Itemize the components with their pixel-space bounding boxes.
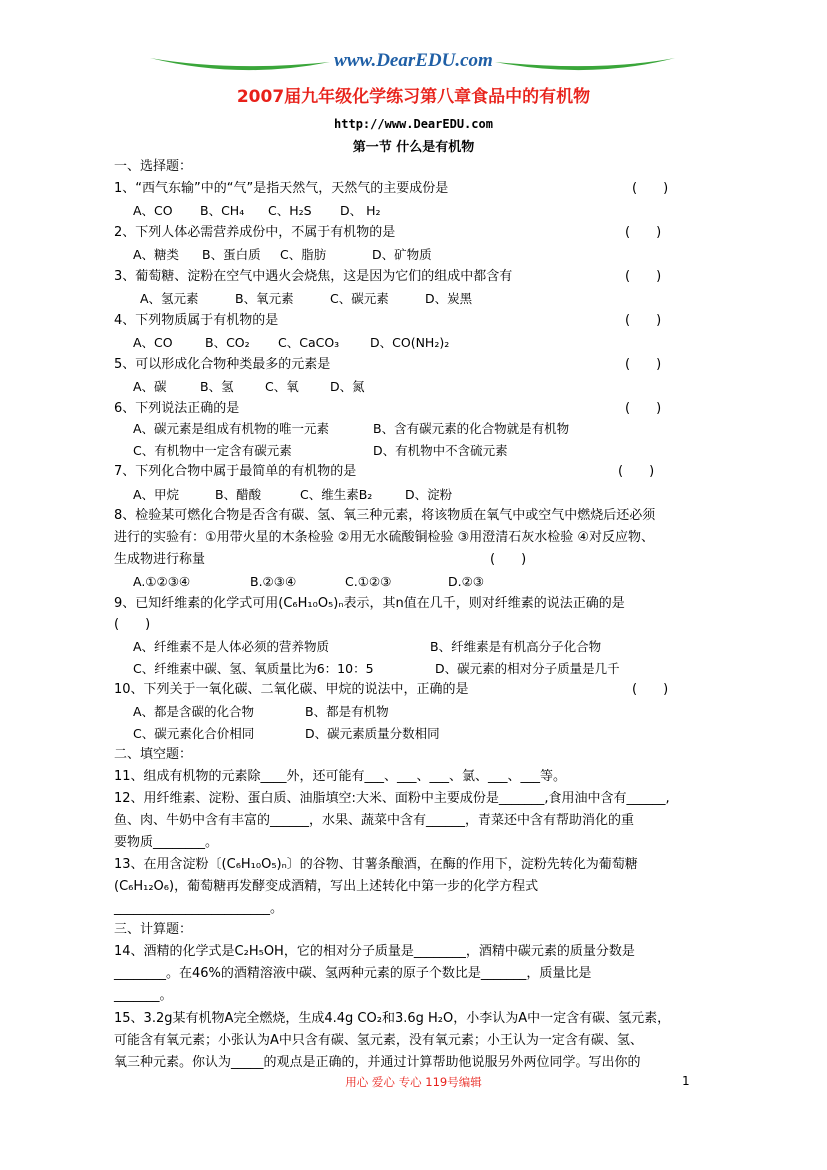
question-13-line-3: ________________________。 [114,901,284,916]
footer-text: 用心 爱心 专心 119号编辑 [345,1075,482,1089]
option-5d: D、氮 [330,379,365,394]
option-8c: C.①②③ [345,574,392,589]
question-12-line-3: 要物质________。 [114,835,219,850]
option-1a: A、CO [133,203,173,218]
option-8d: D.②③ [448,574,485,589]
question-2: 2、下列人体必需营养成份中，不属于有机物的是 [114,225,396,240]
option-7d: D、淀粉 [405,487,453,502]
answer-bracket-3: ( ) [625,269,662,284]
option-2d: D、矿物质 [372,247,432,262]
option-4b: B、CO₂ [205,335,250,350]
section-heading-fill: 二、填空题： [114,747,193,762]
answer-bracket-1: ( ) [632,181,669,196]
question-14-line-3: _______。 [114,988,173,1003]
option-3a: A、氢元素 [140,291,199,306]
option-6d: D、有机物中不含硫元素 [373,443,508,458]
section-heading-calc: 三、计算题： [114,922,193,937]
option-7a: A、甲烷 [133,487,180,502]
site-name[interactable]: www.DearEDU.com [334,50,493,71]
option-2a: A、糖类 [133,247,180,262]
option-10b: B、都是有机物 [305,704,389,719]
page-title: 2007届九年级化学练习第八章食品中的有机物 [236,87,591,107]
question-4: 4、下列物质属于有机物的是 [114,313,279,328]
option-10a: A、都是含碳的化合物 [133,704,255,719]
option-2b: B、蛋白质 [202,247,261,262]
question-12-line-1: 12、用纤维素、淀粉、蛋白质、油脂填空:大米、面粉中主要成份是_______,食用油中含有______, [114,791,670,806]
site-url[interactable]: http://www.DearEDU.com [334,117,493,131]
answer-bracket-4: ( ) [625,313,662,328]
question-13-line-2: (C₆H₁₂O₆)，葡萄糖再发酵变成酒精，写出上述转化中第一步的化学方程式 [114,879,539,894]
option-7b: B、醋酸 [215,487,262,502]
option-1d: D、 H₂ [340,203,381,218]
question-13-line-1: 13、在用含淀粉〔(C₆H₁₀O₅)ₙ〕的谷物、甘薯条酿酒，在酶的作用下，淀粉先转化为葡萄糖 [114,857,638,872]
option-6b: B、含有碳元素的化合物就是有机物 [373,421,570,436]
question-6: 6、下列说法正确的是 [114,401,240,416]
option-9d: D、碳元素的相对分子质量是几千 [435,661,620,676]
question-10: 10、下列关于一氧化碳、二氧化碳、甲烷的说法中，正确的是 [114,682,469,697]
option-10d: D、碳元素质量分数相同 [305,726,440,741]
question-15-line-1: 15、3.2g某有机物A完全燃烧，生成4.4g CO₂和3.6g H₂O，小李认为A中一定含有碳、氢元素， [114,1011,671,1026]
answer-bracket-9: ( ) [114,617,151,632]
answer-bracket-8: ( ) [490,552,527,567]
option-8a: A.①②③④ [133,574,191,589]
question-12-line-2: 鱼、肉、牛奶中含有丰富的______，水果、蔬菜中含有______，青菜还中含有帮助消化的重 [114,813,635,828]
question-15-line-2: 可能含有氧元素；小张认为A中只含有碳、氢元素，没有氧元素；小王认为一定含有碳、氢、 [114,1033,643,1048]
answer-bracket-7: ( ) [618,464,655,479]
option-4a: A、CO [133,335,173,350]
question-11: 11、组成有机物的元素除____外，还可能有___、___、___、氯、___、___等。 [114,769,567,784]
option-9b: B、纤维素是有机高分子化合物 [430,639,602,654]
option-4d: D、CO(NH₂)₂ [370,335,450,350]
option-3b: B、氧元素 [235,291,294,306]
option-5a: A、碳 [133,379,167,394]
option-1c: C、H₂S [268,203,312,218]
option-8b: B.②③④ [250,574,297,589]
option-7c: C、维生素B₂ [300,487,373,502]
question-14-line-1: 14、酒精的化学式是C₂H₅OH，它的相对分子质量是________，酒精中碳元素的质量分数是 [114,944,635,959]
question-3: 3、葡萄糖、淀粉在空气中遇火会烧焦，这是因为它们的组成中都含有 [114,269,513,284]
option-5c: C、氧 [265,379,299,394]
option-2c: C、脂肪 [280,247,327,262]
option-6c: C、有机物中一定含有碳元素 [133,443,292,458]
answer-bracket-6: ( ) [625,401,662,416]
option-3d: D、炭黑 [425,291,473,306]
option-4c: C、CaCO₃ [278,335,340,350]
option-9a: A、纤维素不是人体必须的营养物质 [133,639,330,654]
question-8-line-1: 8、检验某可燃化合物是否含有碳、氢、氧三种元素，将该物质在氧气中或空气中燃烧后还必须 [114,508,656,523]
option-1b: B、CH₄ [200,203,245,218]
question-7: 7、下列化合物中属于最简单的有机物的是 [114,464,357,479]
question-8-line-2: 进行的实验有：①用带火星的木条检验 ②用无水硫酸铜检验 ③用澄清石灰水检验 ④对反应物、 [114,530,655,545]
answer-bracket-10: ( ) [632,682,669,697]
answer-bracket-5: ( ) [625,357,662,372]
question-5: 5、可以形成化合物种类最多的元素是 [114,357,331,372]
question-15-line-3: 氧三种元素。你认为_____的观点是正确的，并通过计算帮助他说服另外两位同学。写出你的 [114,1055,641,1070]
option-10c: C、碳元素化合价相同 [133,726,255,741]
question-8-line-3: 生成物进行称量 [114,552,206,567]
section-title: 第一节 什么是有机物 [352,140,475,155]
option-5b: B、氢 [200,379,234,394]
option-9c: C、纤维素中碳、氢、氧质量比为6：10：5 [133,661,374,676]
page-number: 1 [682,1074,690,1088]
question-9: 9、已知纤维素的化学式可用(C₆H₁₀O₅)ₙ表示，其n值在几千，则对纤维素的说法正确的是 [114,596,625,611]
option-6a: A、碳元素是组成有机物的唯一元素 [133,421,330,436]
question-14-line-2: ________。在46%的酒精溶液中碳、氢两种元素的原子个数比是_______，质量比是 [114,966,592,981]
question-1: 1、“西气东输”中的“气”是指天然气，天然气的主要成份是 [114,181,449,196]
option-3c: C、碳元素 [330,291,389,306]
section-heading-choice: 一、选择题： [114,159,193,174]
answer-bracket-2: ( ) [625,225,662,240]
